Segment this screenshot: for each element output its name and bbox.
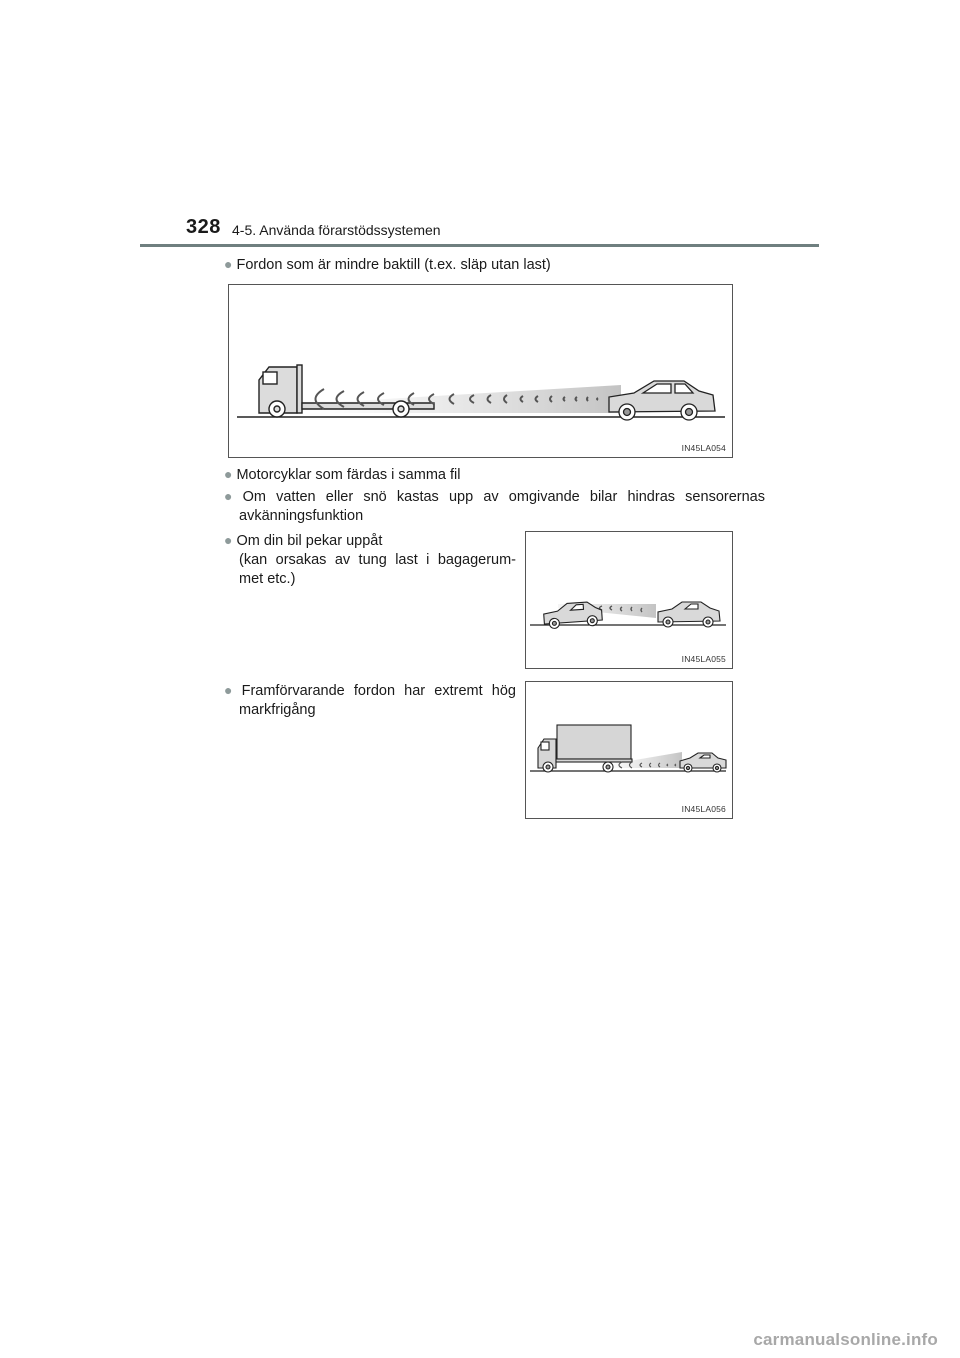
bullet-icon: ● xyxy=(224,256,233,272)
list-item xyxy=(224,487,765,526)
bullet-icon: ● xyxy=(224,682,238,698)
list-item xyxy=(224,255,744,275)
list-item xyxy=(224,531,516,589)
bullet-icon: ● xyxy=(224,466,233,482)
list-item-text: Om din bil pekar uppåt xyxy=(236,533,383,549)
car-icon xyxy=(680,753,726,772)
bullet-icon: ● xyxy=(224,488,239,504)
list-item-text: Framförvarande fordon har extremt hög markfrigång xyxy=(239,683,516,718)
section-title: 4-5. Använda förarstödssystemen xyxy=(232,222,441,238)
list-item-text: Motorcyklar som färdas i samma fil xyxy=(236,467,461,483)
figure-code: IN45LA054 xyxy=(681,443,726,453)
header-rule xyxy=(140,244,819,247)
truck-icon xyxy=(259,365,434,417)
list-item-text: (kan orsakas av tung last i bagagerum- xyxy=(239,552,516,568)
car-icon xyxy=(609,381,715,420)
list-item xyxy=(224,465,744,485)
figure-car-pointing-up xyxy=(525,531,733,669)
bullet-icon: ● xyxy=(224,532,233,548)
list-item xyxy=(224,681,516,720)
figure-code: IN45LA056 xyxy=(681,804,726,814)
box-truck-car-illustration xyxy=(526,682,732,818)
figure-code: IN45LA055 xyxy=(681,654,726,664)
trailer-car-illustration xyxy=(229,285,732,457)
list-item-text: Fordon som är mindre baktill (t.ex. släp utan last) xyxy=(236,257,551,273)
two-cars-illustration xyxy=(526,532,732,668)
car-icon xyxy=(658,602,720,627)
list-item-text: Om vatten eller snö kastas upp av omgivande bilar hindras sensorernas avkänningsfunktion xyxy=(239,489,765,524)
page-number: 328 xyxy=(186,216,221,238)
figure-trailer-without-load xyxy=(228,284,733,458)
list-item-text: met etc.) xyxy=(239,571,296,587)
figure-high-ground-clearance-truck xyxy=(525,681,733,819)
watermark[interactable]: carmanualsonline.info xyxy=(753,1330,938,1349)
